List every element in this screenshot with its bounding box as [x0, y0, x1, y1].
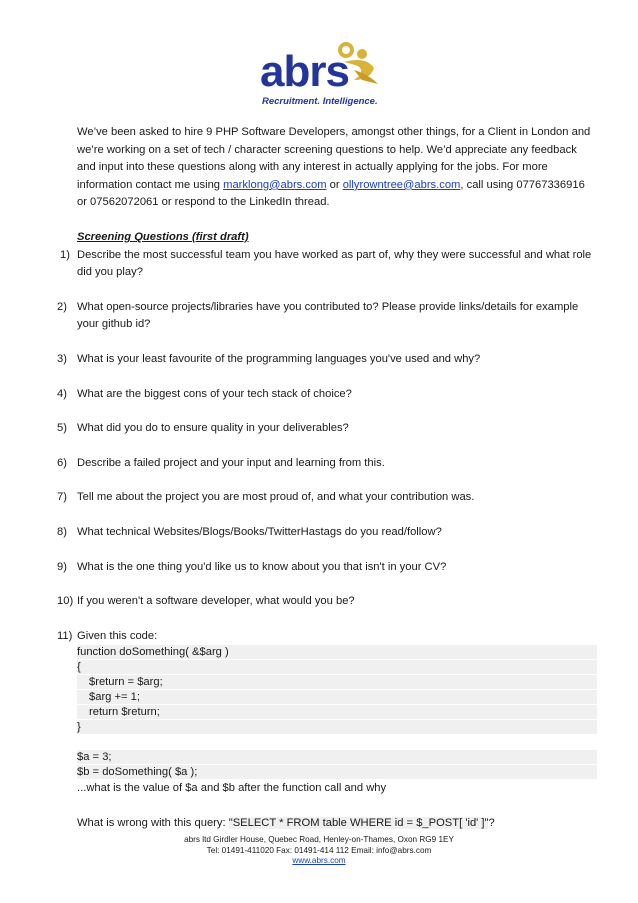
- footer-contact: Tel: 01491-411020 Fax: 01491-414 112 Email: info@abrs.com: [206, 845, 432, 855]
- question-text: Describe the most successful team you have worked as part of, why they were successful and what role did you play?: [77, 248, 592, 279]
- question-item: [57, 299, 597, 334]
- question-item: [57, 628, 597, 646]
- code-line: return $return;: [77, 705, 597, 720]
- screening-heading: Screening Questions (first draft): [77, 230, 249, 243]
- code-line: {: [77, 660, 597, 675]
- footer-address: abrs ltd Girdler House, Quebec Road, Henley-on-Thames, Oxon RG9 1EY: [184, 835, 454, 844]
- intro-paragraph: [77, 124, 597, 212]
- question-number: 6): [57, 456, 67, 469]
- question-number: 1): [60, 248, 70, 261]
- question-number: 5): [57, 422, 67, 435]
- footer-website-link[interactable]: www.abrs.com: [292, 856, 346, 865]
- question-number: 11): [57, 629, 73, 642]
- intro-text: , call using 07767336916 or 07562072061 or respond to the LinkedIn thread.: [77, 178, 585, 209]
- question-text: What are the biggest cons of your tech stack of choice?: [77, 387, 352, 400]
- code-question: ...what is the value of $a and $b after the function call and why: [77, 782, 387, 795]
- email-link-mark[interactable]: marklong@abrs.com: [223, 178, 327, 191]
- document-body: [57, 124, 597, 832]
- question-text: What is the one thing you'd like us to know about you that isn't in your CV?: [77, 560, 447, 573]
- question-text: Given this code:: [77, 629, 158, 642]
- code-line: $b = doSomething( $a );: [77, 765, 597, 780]
- question-text: What is your least favourite of the programming languages you've used and why?: [77, 352, 481, 365]
- intro-text: or: [326, 178, 343, 191]
- question-text: Describe a failed project and your input and learning from this.: [77, 456, 385, 469]
- code-line: $a = 3;: [77, 750, 597, 765]
- logo-word: abrs: [260, 47, 349, 96]
- question-item: [57, 489, 597, 507]
- question-number: 2): [57, 300, 67, 313]
- query-question: [77, 815, 597, 833]
- question-item: [57, 559, 597, 577]
- intro-text: We’ve been asked to hire 9 PHP Software Developers, amongst other things, for a Client in London and we’re working on a set of tech / character screening questions to help. We’d appreciate any feedback and input into these questions along with any interest in actually applying for the jobs. For more information contact me using: [77, 126, 591, 191]
- question-item: [57, 593, 597, 611]
- email-link-olly[interactable]: ollyrowntree@abrs.com: [342, 178, 461, 191]
- code-line: $arg += 1;: [77, 690, 597, 705]
- code-line: [77, 735, 597, 750]
- question-text: If you weren't a software developer, what would you be?: [77, 595, 355, 608]
- question-number: 8): [57, 525, 67, 538]
- question-text: Tell me about the project you are most proud of, and what your contribution was.: [77, 491, 475, 504]
- abrs-logo: [258, 40, 388, 108]
- code-line: function doSomething( &$arg ): [77, 645, 597, 660]
- logo-tagline: Recruitment. Intelligence.: [262, 96, 378, 107]
- code-line: }: [77, 720, 597, 735]
- question-number: 7): [57, 491, 67, 504]
- question-item: [57, 386, 597, 404]
- question-number: 9): [57, 560, 67, 573]
- question-number: 10): [57, 595, 74, 608]
- code-line: $return = $arg;: [77, 675, 597, 690]
- question-text: What open-source projects/libraries have you contributed to? Please provide links/details for example your github id?: [77, 300, 579, 331]
- question-item: [57, 455, 597, 473]
- question-text: What technical Websites/Blogs/Books/TwitterHastags do you read/follow?: [77, 525, 442, 538]
- question-item: [57, 351, 597, 369]
- page-footer: [0, 835, 638, 867]
- question-item: [57, 247, 597, 282]
- question-item: [57, 524, 597, 542]
- code-block: [77, 645, 597, 780]
- query-prefix: What is wrong with this query:: [77, 816, 229, 829]
- query-suffix: ?: [488, 816, 495, 829]
- question-number: 4): [57, 387, 67, 400]
- question-text: What did you do to ensure quality in your deliverables?: [77, 422, 349, 435]
- query-code: "SELECT * FROM table WHERE id = $_POST[ 'id' ]": [228, 816, 489, 829]
- question-item: [57, 420, 597, 438]
- question-number: 3): [57, 352, 67, 365]
